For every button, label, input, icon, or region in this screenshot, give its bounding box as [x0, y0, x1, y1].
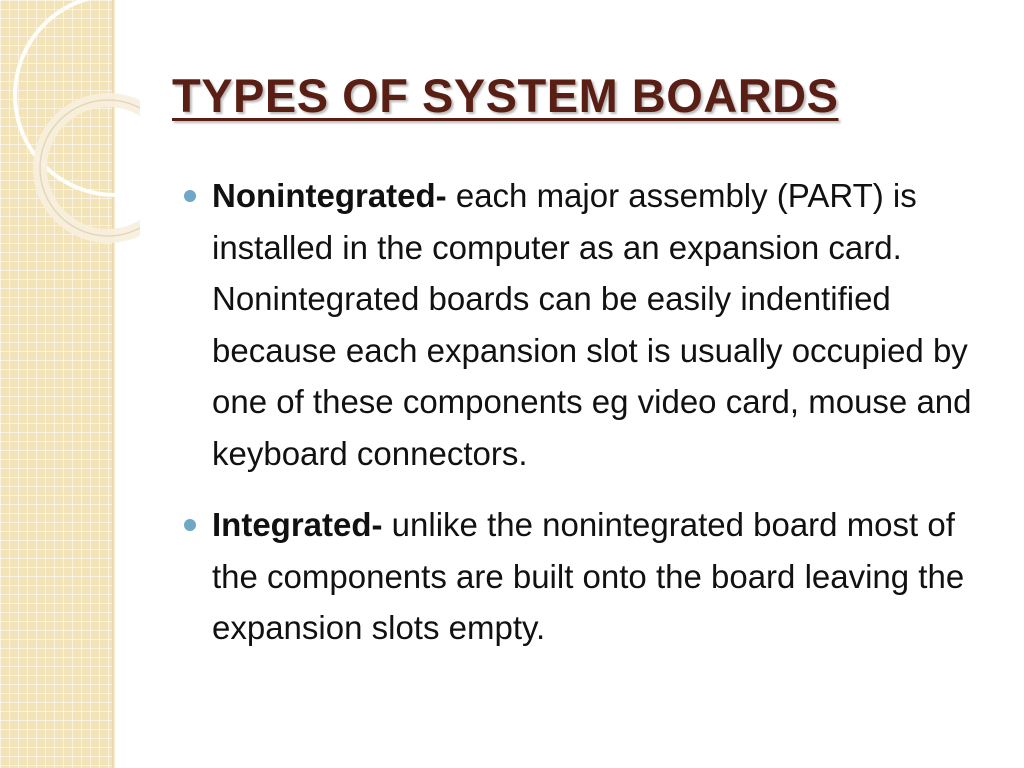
slide-title: TYPES OF SYSTEM BOARDS	[172, 69, 839, 122]
bullet-item-integrated	[180, 499, 995, 654]
bullet-item-nonintegrated	[180, 170, 995, 479]
decorative-rings	[0, 0, 140, 260]
bullet-text: unlike the nonintegrated board most of the components are built onto the board leaving the expansion slots empty.	[212, 506, 965, 646]
bullet-list	[180, 170, 995, 674]
bullet-icon	[184, 519, 196, 531]
bullet-term: Integrated-	[212, 506, 383, 543]
bullet-text: each major assembly (PART) is installed in the computer as an expansion card. Nonintegrated boards can be easily indentified because each expansion slot is usually occupied by one of these components eg video card, mouse and keyboard connectors.	[212, 177, 972, 472]
bullet-term: Nonintegrated-	[212, 177, 447, 214]
bullet-icon	[184, 190, 196, 202]
